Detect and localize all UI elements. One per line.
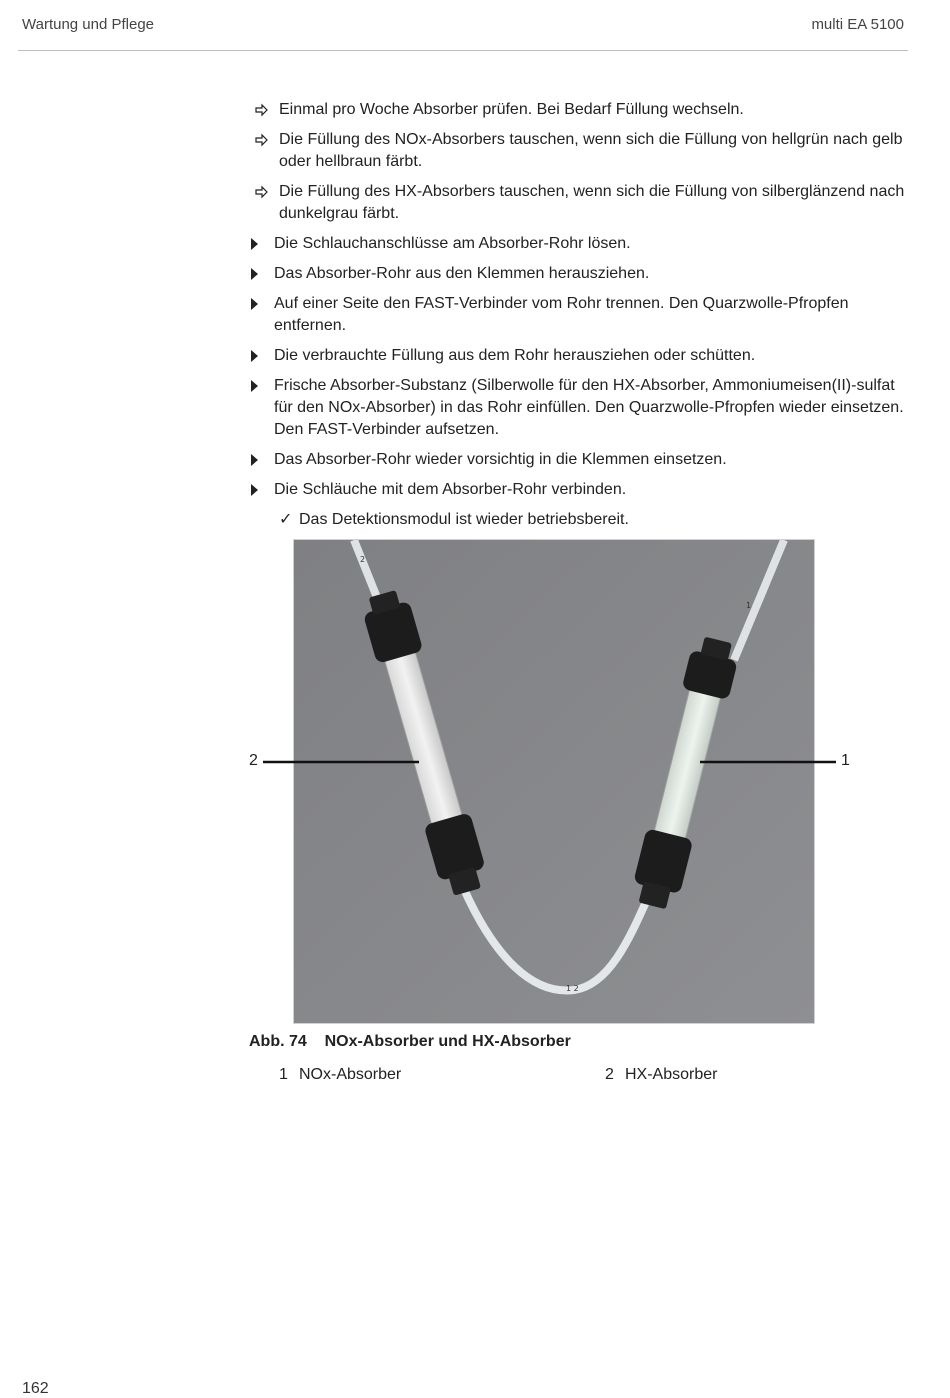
step-text: Das Absorber-Rohr wieder vorsichtig in die Klemmen einsetzen. [274,451,727,468]
result-text: Das Detektionsmodul ist wieder betriebsbereit. [299,511,629,528]
tube-label-top-left: 2 [360,555,366,564]
tube-label-bottom: 1 2 [566,984,579,993]
step-text: Das Absorber-Rohr aus den Klemmen herausziehen. [274,265,650,282]
header-section-title: Wartung und Pflege [22,16,155,33]
note-text: Die Füllung des HX-Absorbers tauschen, wenn sich die Füllung von silberglänzend nach dunkelgrau färbt. [279,183,905,222]
step-text: Die Schlauchanschlüsse am Absorber-Rohr lösen. [274,235,631,252]
callout-label-2: 2 [249,752,258,769]
step-text: Die Schläuche mit dem Absorber-Rohr verbinden. [274,481,627,498]
checkmark-icon: ✓ [279,511,293,528]
legend-item [605,1066,717,1084]
note-text: Einmal pro Woche Absorber prüfen. Bei Bedarf Füllung wechseln. [279,101,744,118]
note-text: Die Füllung des NOx-Absorbers tauschen, wenn sich die Füllung von hellgrün nach gelb oder hellbraun färbt. [279,131,903,170]
tube-label-top-right: 1 [746,601,752,610]
legend-text: HX-Absorber [625,1066,718,1083]
step-text: Auf einer Seite den FAST-Verbinder vom Rohr trennen. Den Quarzwolle-Pfropfen entfernen. [274,295,849,334]
legend-item [279,1066,401,1084]
callout-label-1: 1 [841,752,850,769]
page-number: 162 [22,1380,49,1397]
legend-number: 1 [279,1066,288,1083]
header-product-name: multi EA 5100 [811,16,904,33]
step-text: Frische Absorber-Substanz (Silberwolle für den HX-Absorber, Ammoniumeisen(II)-sulfat für den NOx-Absorber) in das Rohr einfüllen. Den Quarzwolle-Pfropfen wieder einsetzen. Den FAST-Verbinder aufsetzen. [274,377,904,438]
legend-number: 2 [605,1066,614,1083]
step-text: Die verbrauchte Füllung aus dem Rohr herausziehen oder schütten. [274,347,756,364]
figure-caption: Abb. 74 NOx-Absorber und HX-Absorber [249,1033,571,1050]
legend-text: NOx-Absorber [299,1066,402,1083]
